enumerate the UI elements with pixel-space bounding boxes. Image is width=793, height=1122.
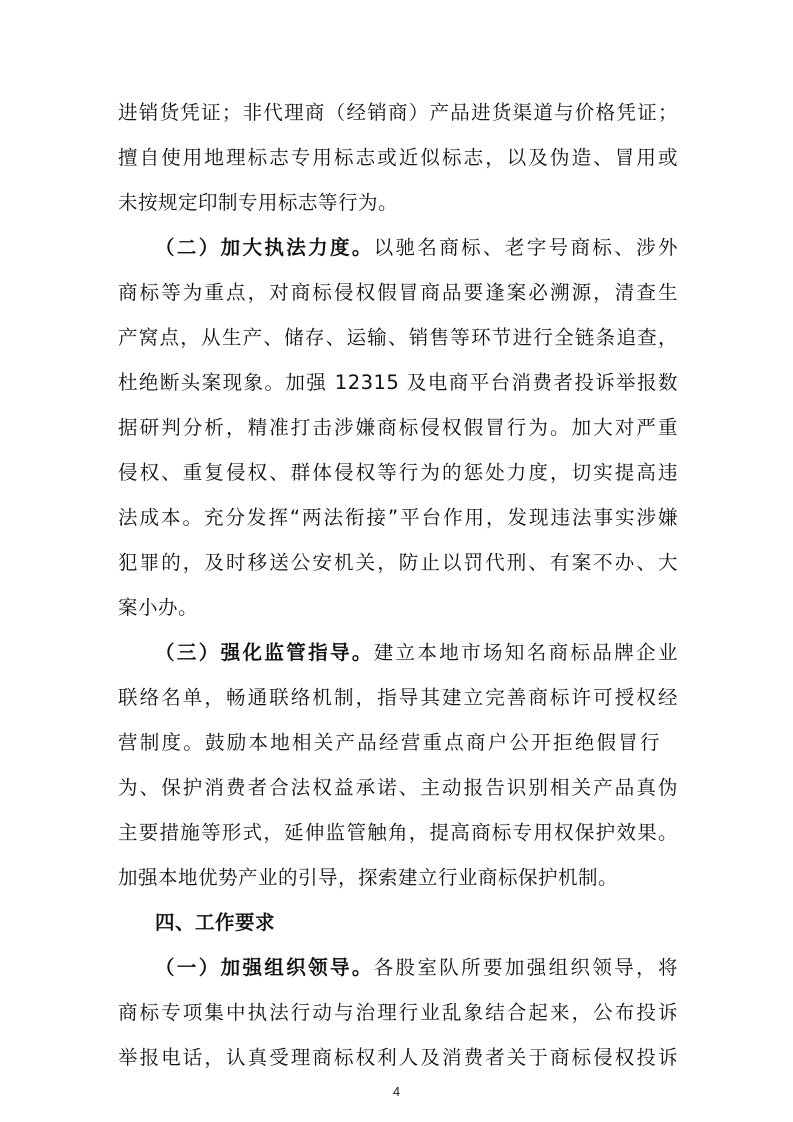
line-text: 联络名单，畅通联络机制，指导其建立完善商标许可授权经 bbox=[118, 686, 678, 709]
body-line bbox=[118, 1046, 678, 1072]
body-line bbox=[118, 776, 678, 802]
body-line bbox=[118, 326, 678, 352]
section-lead: （二）加大执法力度。 bbox=[155, 236, 374, 259]
section-paragraph-start bbox=[155, 956, 678, 982]
body-line bbox=[118, 461, 678, 487]
line-text: 营制度。鼓励本地相关产品经营重点商户公开拒绝假冒行 bbox=[118, 731, 660, 754]
section-heading bbox=[155, 911, 678, 937]
body-line bbox=[118, 551, 678, 577]
body-line bbox=[118, 506, 678, 532]
body-line bbox=[118, 596, 678, 622]
body-line bbox=[118, 101, 678, 127]
line-text: 加强本地优势产业的引导，探索建立行业商标保护机制。 bbox=[118, 866, 619, 889]
line-text: 各股室队所要加强组织领导，将 bbox=[373, 956, 678, 979]
heading-text: 四、工作要求 bbox=[155, 911, 276, 934]
section-lead: （一）加强组织领导。 bbox=[155, 956, 374, 979]
line-text: 未按规定印制专用标志等行为。 bbox=[118, 191, 399, 214]
page-number: 4 bbox=[392, 1084, 401, 1099]
line-text: 商标专项集中执法行动与治理行业乱象结合起来，公布投诉 bbox=[118, 1001, 678, 1024]
line-text: 为、保护消费者合法权益承诺、主动报告识别相关产品真伪 bbox=[118, 776, 678, 799]
line-text: 案小办。 bbox=[118, 596, 199, 619]
line-text: 擅自使用地理标志专用标志或近似标志，以及伪造、冒用或 bbox=[118, 146, 678, 169]
body-line bbox=[118, 281, 678, 307]
body-line bbox=[118, 686, 678, 712]
line-text: 进销货凭证；非代理商（经销商）产品进货渠道与价格凭证； bbox=[118, 101, 678, 124]
body-line bbox=[118, 416, 678, 442]
line-text: 举报电话，认真受理商标权利人及消费者关于商标侵权投诉 bbox=[118, 1046, 678, 1069]
line-text: 据研判分析，精准打击涉嫌商标侵权假冒行为。加大对严重 bbox=[118, 416, 678, 439]
section-lead: （三）强化监管指导。 bbox=[155, 641, 374, 664]
line-text: 商标等为重点，对商标侵权假冒商品要逢案必溯源，清查生 bbox=[118, 281, 678, 304]
body-line bbox=[118, 821, 678, 847]
body-line bbox=[118, 191, 678, 217]
body-line bbox=[118, 371, 678, 397]
line-text: 杜绝断头案现象。加强 12315 及电商平台消费者投诉举报数 bbox=[118, 371, 678, 394]
line-text: 主要措施等形式，延伸监管触角，提高商标专用权保护效果。 bbox=[118, 821, 678, 844]
section-paragraph-start bbox=[155, 236, 678, 262]
line-text: 犯罪的，及时移送公安机关，防止以罚代刑、有案不办、大 bbox=[118, 551, 678, 574]
body-line bbox=[118, 731, 660, 757]
body-line bbox=[118, 1001, 678, 1027]
section-paragraph-start bbox=[155, 641, 678, 667]
line-text: 产窝点，从生产、储存、运输、销售等环节进行全链条追查， bbox=[118, 326, 678, 349]
body-line bbox=[118, 866, 678, 892]
line-text: 侵权、重复侵权、群体侵权等行为的惩处力度，切实提高违 bbox=[118, 461, 678, 484]
body-line bbox=[118, 146, 678, 172]
line-text: 建立本地市场知名商标品牌企业 bbox=[373, 641, 678, 664]
line-text: 以驰名商标、老字号商标、涉外 bbox=[373, 236, 678, 259]
line-text: 法成本。充分发挥“两法衔接”平台作用，发现违法事实涉嫌 bbox=[118, 506, 678, 529]
